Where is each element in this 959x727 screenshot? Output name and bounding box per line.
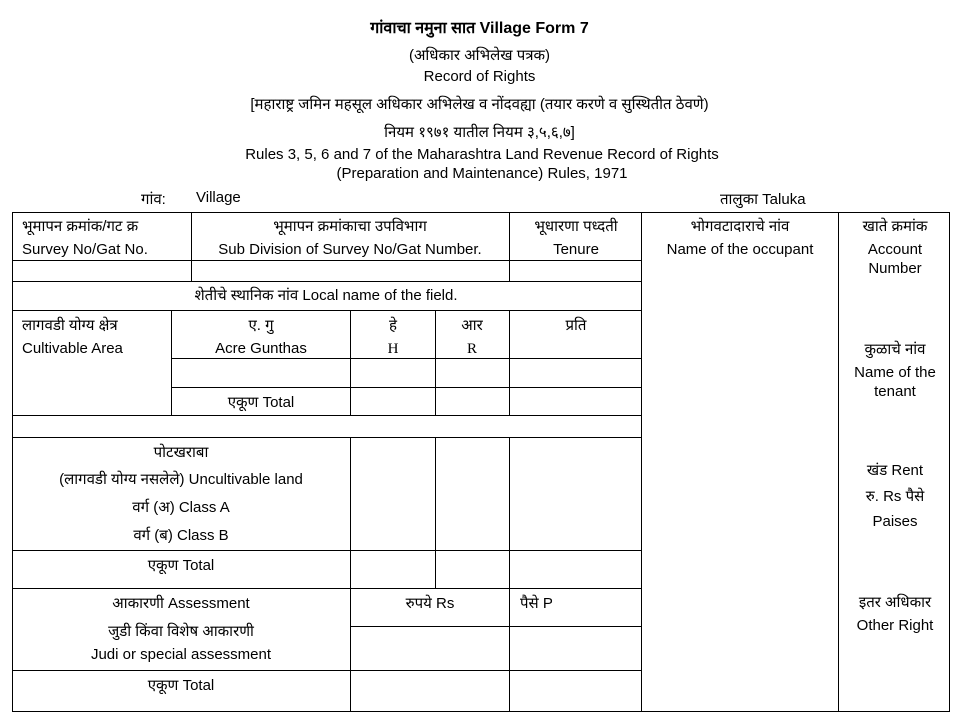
rupees-label: रुपये Rs (405, 595, 455, 612)
divider-occupant-right (838, 212, 839, 712)
class-a: वर्ग (अ) Class A (132, 499, 230, 516)
table-border-right (949, 212, 950, 712)
table-border-left (12, 212, 13, 712)
hline-281 (12, 281, 642, 282)
vline-435-b (435, 437, 436, 589)
hline-260 (12, 260, 642, 261)
hline-550 (12, 550, 642, 551)
prati: प्रति (565, 317, 587, 334)
uncultivable-total: एकूण Total (147, 557, 215, 574)
hline-358 (171, 358, 642, 359)
form-title: गांवाचा नमुना सात Village Form 7 (370, 20, 589, 37)
judi-english: Judi or special assessment (90, 646, 272, 663)
judi-marathi: जुडी किंवा विशेष आकारणी (108, 623, 254, 640)
assessment-total: एकूण Total (147, 677, 215, 694)
hline-670 (12, 670, 642, 671)
village-label-english: Village (196, 189, 241, 206)
local-field-name: शेतीचे स्थानिक नांव Local name of the field. (194, 287, 458, 304)
acre-english: Acre Gunthas (215, 340, 307, 357)
uncultivable-land: (लागवडी योग्य नसलेले) Uncultivable land (59, 471, 303, 488)
hline-588 (12, 588, 642, 589)
hline-415 (12, 415, 642, 416)
other-right-english: Other Right (856, 617, 934, 634)
class-b: वर्ग (ब) Class B (133, 527, 229, 544)
vline-350-b (350, 437, 351, 589)
table-border-top (12, 212, 950, 213)
paises-label: Paises (872, 513, 918, 530)
hline-437 (12, 437, 642, 438)
tenure-english: Tenure (553, 241, 599, 258)
hectare-h: H (387, 341, 399, 357)
divider-subdivision (509, 212, 510, 281)
vline-cultivable (171, 310, 172, 416)
survey-no-marathi: भूमापन क्रमांक/गट क्र (22, 218, 139, 235)
tenure-marathi: भूधारणा पध्दती (534, 218, 618, 235)
cultivable-total: एकूण Total (227, 394, 295, 411)
acre-marathi: ए. गु (248, 317, 274, 334)
paise-label: पैसे P (520, 595, 553, 612)
subtitle-english: Record of Rights (423, 68, 536, 85)
aar-marathi: आर (461, 317, 483, 334)
occupant-marathi: भोगवटादाराचे नांव (690, 218, 790, 235)
vline-509-c (509, 588, 510, 712)
subdivision-marathi: भूमापन क्रमांकाचा उपविभाग (273, 218, 427, 235)
vline-509-b (509, 437, 510, 589)
rules-marathi: नियम १९७१ यातील नियम ३,५,६,७] (384, 124, 575, 141)
subdivision-english: Sub Division of Survey No/Gat Number. (218, 241, 482, 258)
other-right-marathi: इतर अधिकार (858, 594, 932, 611)
pot-kharaba: पोटखराबा (153, 444, 209, 461)
cultivable-english: Cultivable Area (22, 340, 123, 357)
divider-occupant-left (641, 212, 642, 712)
taluka-label: तालुका Taluka (720, 191, 806, 208)
aar-r: R (466, 341, 478, 357)
rent-label: खंड Rent (866, 462, 924, 479)
act-marathi: [महाराष्ट्र जमिन महसूल अधिकार अभिलेख व नोंदवह्या (तयार करणे व सुस्थितीत ठेवणे) (250, 96, 709, 113)
subtitle-marathi: (अधिकार अभिलेख पत्रक) (408, 47, 551, 64)
tenant-english-2: tenant (874, 383, 916, 400)
tenant-marathi: कुळाचे नांव (864, 341, 926, 358)
account-marathi: खाते क्रमांक (862, 218, 928, 235)
rules-english-2: (Preparation and Maintenance) Rules, 1971 (336, 165, 628, 182)
survey-no-english: Survey No/Gat No. (22, 241, 148, 258)
vline-350-c (350, 588, 351, 712)
vline-509-a (509, 310, 510, 416)
rs-paise-label: रु. Rs पैसे (865, 488, 925, 505)
hline-310 (12, 310, 642, 311)
hline-387 (171, 387, 642, 388)
vline-350-a (350, 310, 351, 416)
hline-626 (350, 626, 642, 627)
tenant-english-1: Name of the (854, 364, 936, 381)
table-border-bottom (12, 711, 950, 712)
rules-english-1: Rules 3, 5, 6 and 7 of the Maharashtra Land Revenue Record of Rights (245, 146, 719, 163)
vline-435-a (435, 310, 436, 416)
assessment: आकारणी Assessment (112, 595, 250, 612)
village-label-marathi: गांव: (141, 191, 166, 208)
account-english-2: Number (868, 260, 922, 277)
occupant-english: Name of the occupant (666, 241, 814, 258)
account-english-1: Account (867, 241, 923, 258)
divider-survey (191, 212, 192, 281)
cultivable-marathi: लागवडी योग्य क्षेत्र (22, 317, 118, 334)
hectare-marathi: हे (389, 317, 397, 334)
